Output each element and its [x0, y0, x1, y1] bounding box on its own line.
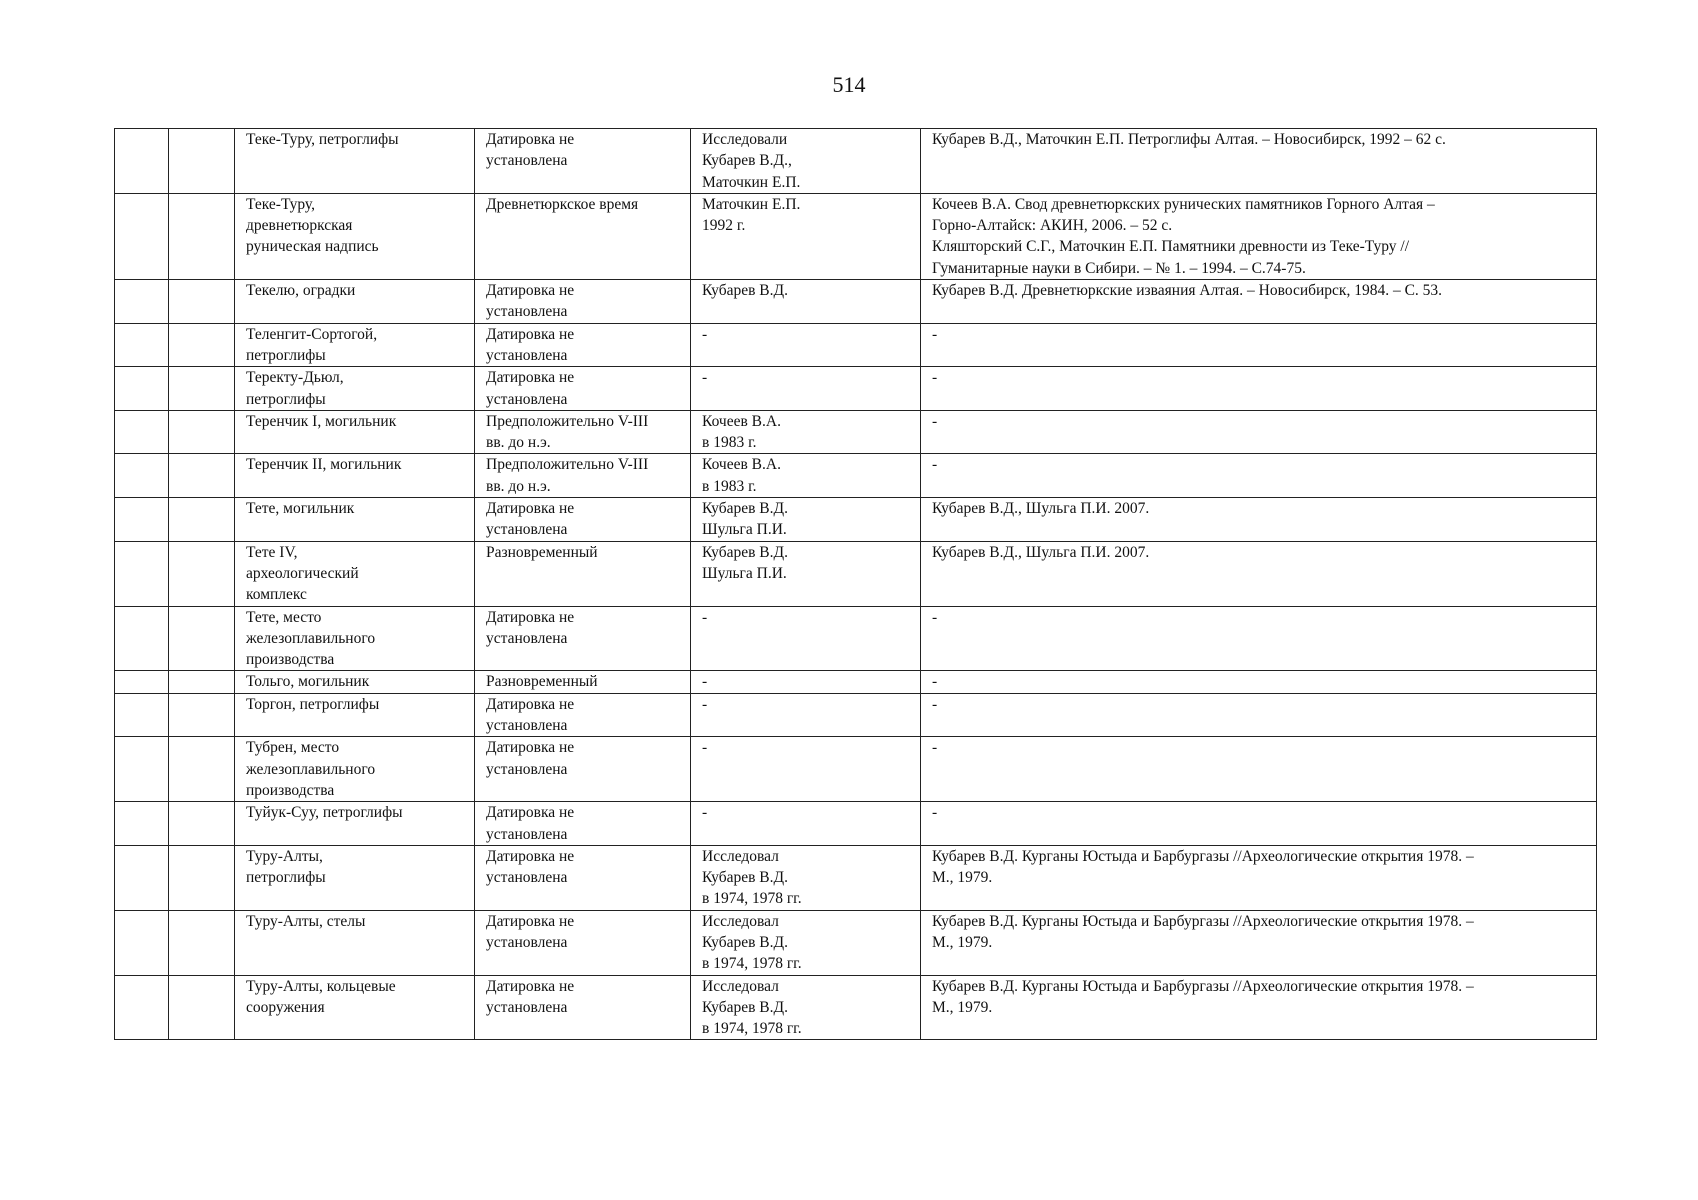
literature-cell: -	[921, 323, 1597, 367]
monument-name-cell: Туру-Алты, петроглифы	[235, 845, 475, 910]
literature-cell: Кубарев В.Д. Древнетюркские изваяния Алтая. – Новосибирск, 1984. – С. 53.	[921, 280, 1597, 324]
dating-cell: Датировка не установлена	[475, 606, 691, 671]
dating-cell: Датировка не установлена	[475, 323, 691, 367]
monument-name-cell: Торгон, петроглифы	[235, 693, 475, 737]
literature-cell: -	[921, 802, 1597, 846]
code-cell	[169, 367, 235, 411]
researchers-cell: -	[691, 693, 921, 737]
code-cell	[169, 129, 235, 194]
table-row	[115, 910, 1597, 975]
monuments-table	[114, 128, 1597, 1040]
literature-cell: Кубарев В.Д., Шульга П.И. 2007.	[921, 541, 1597, 606]
number-cell	[115, 845, 169, 910]
code-cell	[169, 671, 235, 693]
code-cell	[169, 910, 235, 975]
table-row	[115, 367, 1597, 411]
dating-cell: Датировка не установлена	[475, 845, 691, 910]
code-cell	[169, 280, 235, 324]
monument-name-cell: Теренчик I, могильник	[235, 410, 475, 454]
literature-cell: -	[921, 367, 1597, 411]
table-row	[115, 129, 1597, 194]
number-cell	[115, 498, 169, 542]
researchers-cell: -	[691, 323, 921, 367]
number-cell	[115, 193, 169, 279]
number-cell	[115, 606, 169, 671]
table-row	[115, 975, 1597, 1040]
researchers-cell: Кубарев В.Д.	[691, 280, 921, 324]
code-cell	[169, 454, 235, 498]
dating-cell: Датировка не установлена	[475, 129, 691, 194]
dating-cell: Датировка не установлена	[475, 802, 691, 846]
dating-cell: Древнетюркское время	[475, 193, 691, 279]
researchers-cell: Исследовал Кубарев В.Д. в 1974, 1978 гг.	[691, 975, 921, 1040]
researchers-cell: Маточкин Е.П. 1992 г.	[691, 193, 921, 279]
monument-name-cell: Туру-Алты, кольцевые сооружения	[235, 975, 475, 1040]
code-cell	[169, 737, 235, 802]
code-cell	[169, 498, 235, 542]
monument-name-cell: Теленгит-Сортогой, петроглифы	[235, 323, 475, 367]
monument-name-cell: Теке-Туру, петроглифы	[235, 129, 475, 194]
researchers-cell: -	[691, 802, 921, 846]
code-cell	[169, 193, 235, 279]
table-row	[115, 454, 1597, 498]
literature-cell: -	[921, 410, 1597, 454]
literature-cell: -	[921, 606, 1597, 671]
researchers-cell: Кочеев В.А. в 1983 г.	[691, 454, 921, 498]
table-row	[115, 498, 1597, 542]
number-cell	[115, 541, 169, 606]
researchers-cell: Кубарев В.Д. Шульга П.И.	[691, 498, 921, 542]
dating-cell: Предположительно V-III вв. до н.э.	[475, 454, 691, 498]
dating-cell: Датировка не установлена	[475, 693, 691, 737]
table-row	[115, 606, 1597, 671]
researchers-cell: -	[691, 367, 921, 411]
table-row	[115, 737, 1597, 802]
researchers-cell: Исследовал Кубарев В.Д. в 1974, 1978 гг.	[691, 910, 921, 975]
monument-name-cell: Теренчик II, могильник	[235, 454, 475, 498]
number-cell	[115, 802, 169, 846]
dating-cell: Разновременный	[475, 671, 691, 693]
monument-name-cell: Текелю, оградки	[235, 280, 475, 324]
literature-cell: Кочеев В.А. Свод древнетюркских рунических памятников Горного Алтая – Горно-Алтайск: АКИН, 2006. – 52 с. Кляшторский С.Г., Маточкин Е.П. Памятники древности из Теке-Туру // Гуманитарные науки в Сибири. – № 1. – 1994. – С.74-75.	[921, 193, 1597, 279]
number-cell	[115, 975, 169, 1040]
number-cell	[115, 367, 169, 411]
monument-name-cell: Теректу-Дьюл, петроглифы	[235, 367, 475, 411]
dating-cell: Датировка не установлена	[475, 367, 691, 411]
table-row	[115, 802, 1597, 846]
table-row	[115, 410, 1597, 454]
table-row	[115, 193, 1597, 279]
code-cell	[169, 541, 235, 606]
code-cell	[169, 323, 235, 367]
table-row	[115, 541, 1597, 606]
literature-cell: -	[921, 454, 1597, 498]
number-cell	[115, 910, 169, 975]
dating-cell: Предположительно V-III вв. до н.э.	[475, 410, 691, 454]
dating-cell: Разновременный	[475, 541, 691, 606]
monument-name-cell: Тете, место железоплавильного производства	[235, 606, 475, 671]
table-row	[115, 671, 1597, 693]
researchers-cell: -	[691, 737, 921, 802]
researchers-cell: Кочеев В.А. в 1983 г.	[691, 410, 921, 454]
literature-cell: Кубарев В.Д., Маточкин Е.П. Петроглифы Алтая. – Новосибирск, 1992 – 62 с.	[921, 129, 1597, 194]
researchers-cell: -	[691, 671, 921, 693]
number-cell	[115, 454, 169, 498]
code-cell	[169, 693, 235, 737]
table-row	[115, 845, 1597, 910]
literature-cell: Кубарев В.Д. Курганы Юстыда и Барбургазы //Археологические открытия 1978. – М., 1979.	[921, 845, 1597, 910]
monument-name-cell: Туйук-Суу, петроглифы	[235, 802, 475, 846]
literature-cell: Кубарев В.Д., Шульга П.И. 2007.	[921, 498, 1597, 542]
monument-name-cell: Тубрен, место железоплавильного производства	[235, 737, 475, 802]
code-cell	[169, 975, 235, 1040]
monument-name-cell: Тете IV, археологический комплекс	[235, 541, 475, 606]
number-cell	[115, 323, 169, 367]
number-cell	[115, 129, 169, 194]
monument-name-cell: Тольго, могильник	[235, 671, 475, 693]
monument-name-cell: Теке-Туру, древнетюркская руническая надпись	[235, 193, 475, 279]
table-row	[115, 323, 1597, 367]
monument-name-cell: Туру-Алты, стелы	[235, 910, 475, 975]
researchers-cell: Исследовали Кубарев В.Д., Маточкин Е.П.	[691, 129, 921, 194]
dating-cell: Датировка не установлена	[475, 975, 691, 1040]
code-cell	[169, 606, 235, 671]
dating-cell: Датировка не установлена	[475, 498, 691, 542]
literature-cell: Кубарев В.Д. Курганы Юстыда и Барбургазы //Археологические открытия 1978. – М., 1979.	[921, 975, 1597, 1040]
researchers-cell: Кубарев В.Д. Шульга П.И.	[691, 541, 921, 606]
page-number: 514	[832, 72, 866, 97]
dating-cell: Датировка не установлена	[475, 280, 691, 324]
monument-name-cell: Тете, могильник	[235, 498, 475, 542]
literature-cell: -	[921, 671, 1597, 693]
literature-cell: -	[921, 693, 1597, 737]
code-cell	[169, 845, 235, 910]
code-cell	[169, 410, 235, 454]
number-cell	[115, 280, 169, 324]
literature-cell: Кубарев В.Д. Курганы Юстыда и Барбургазы //Археологические открытия 1978. – М., 1979.	[921, 910, 1597, 975]
number-cell	[115, 737, 169, 802]
number-cell	[115, 671, 169, 693]
researchers-cell: Исследовал Кубарев В.Д. в 1974, 1978 гг.	[691, 845, 921, 910]
dating-cell: Датировка не установлена	[475, 737, 691, 802]
dating-cell: Датировка не установлена	[475, 910, 691, 975]
literature-cell: -	[921, 737, 1597, 802]
number-cell	[115, 410, 169, 454]
table-row	[115, 280, 1597, 324]
number-cell	[115, 693, 169, 737]
code-cell	[169, 802, 235, 846]
table-row	[115, 693, 1597, 737]
researchers-cell: -	[691, 606, 921, 671]
